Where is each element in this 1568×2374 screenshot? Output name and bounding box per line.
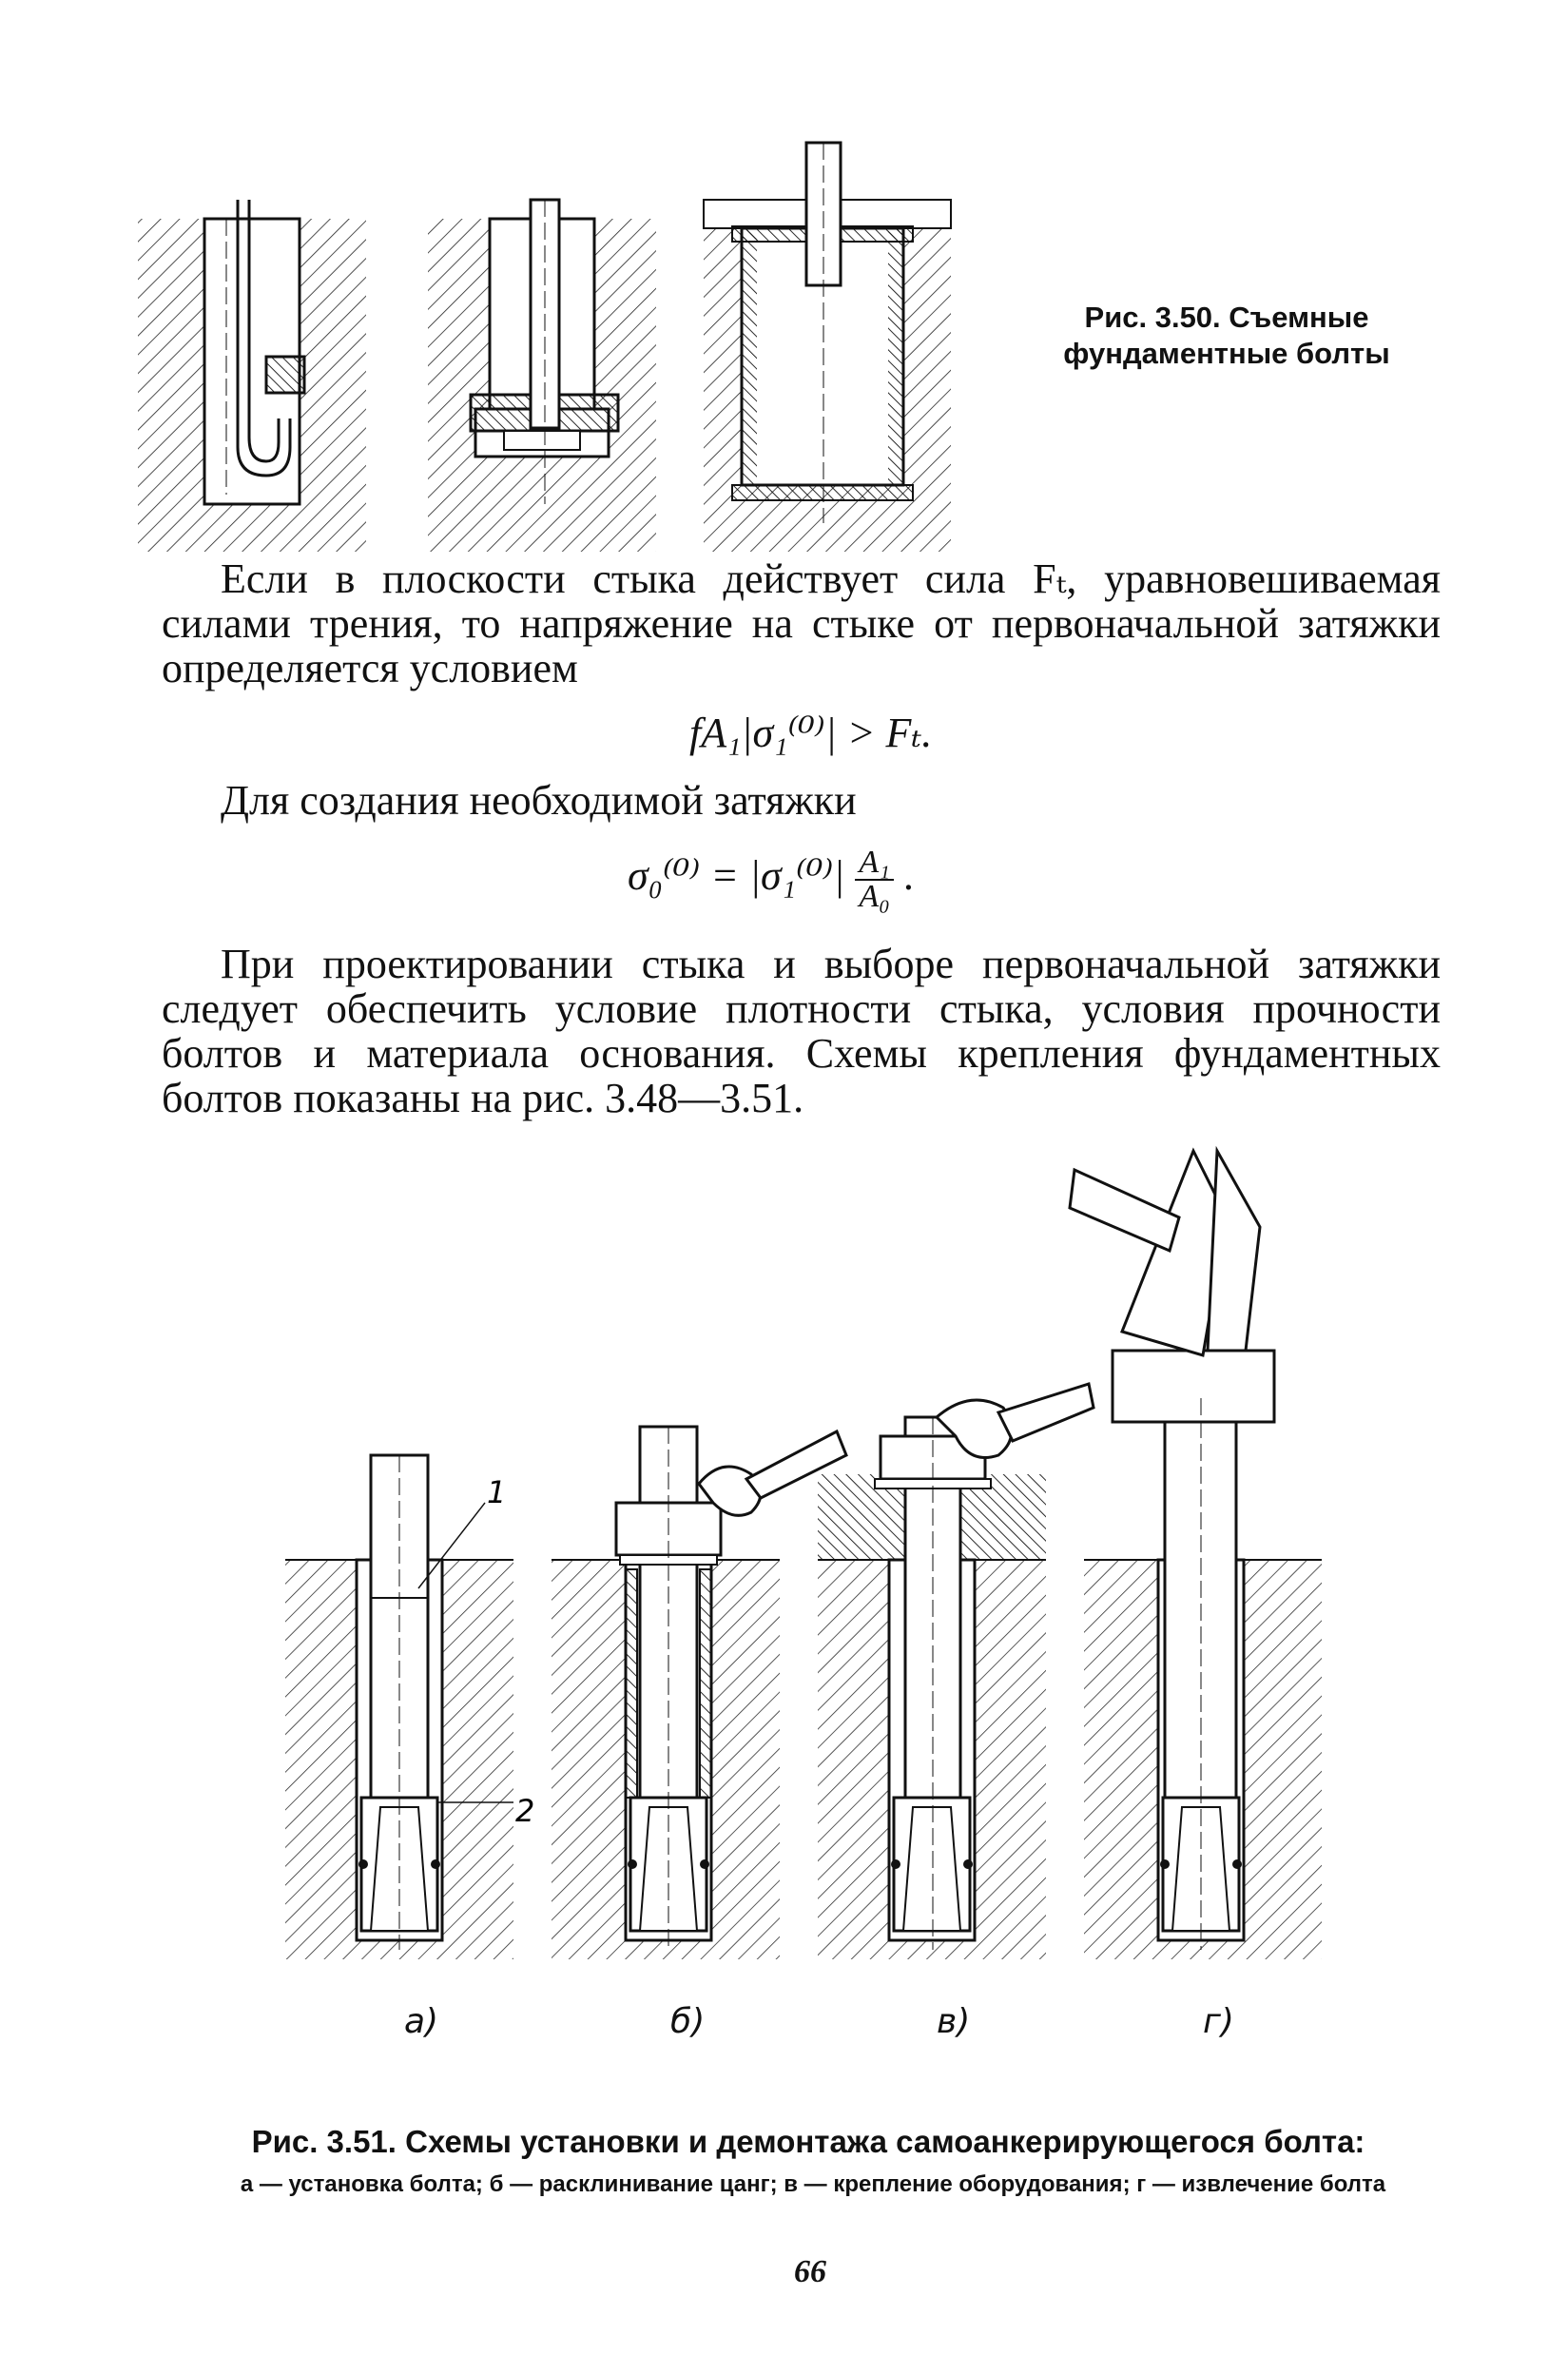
paragraph-tightening: Для создания необходимой затяжки	[221, 777, 857, 824]
scheme-a-installation	[285, 1455, 513, 1959]
scheme-d-extraction	[1070, 1151, 1322, 1959]
formula-fraction	[855, 846, 894, 913]
sleeve-bolt-drawing	[704, 143, 951, 552]
formula-denominator: A₀	[859, 879, 890, 914]
paragraph-friction: Если в плоскости стыка действует сила Fₜ, уравновешиваемая силами трения, то напряжение на стыке от первоначальной затяжки определяется условием	[162, 555, 1441, 691]
figure-3-50-drawing	[124, 124, 979, 552]
sublabel-d: г)	[1203, 2002, 1234, 2041]
formula-friction-condition: fA₁|σ₁⁽⁰⁾| > Fₜ.	[689, 710, 933, 756]
sublabel-c: в)	[937, 2002, 971, 2041]
formula-numerator: A₁	[855, 846, 894, 881]
formula-lhs: σ₀⁽⁰⁾ = |σ₁⁽⁰⁾|	[628, 852, 845, 900]
figure-3-50-caption: Рис. 3.50. Съемные фундаментные болты	[1063, 301, 1390, 370]
scheme-b-wedging	[552, 1427, 846, 1959]
paragraph-design: При проектировании стыка и выборе первоначальной затяжки следует обеспечить условие плотности стыка, условия прочности болтов и материала основания. Схемы крепления фундаментных болтов показаны на рис. 3.48—3.51.	[162, 941, 1441, 1121]
formula-initial-stress	[628, 846, 915, 913]
callout-2: 2	[515, 1793, 535, 1829]
j-bolt-drawing	[138, 200, 366, 552]
scheme-c-fastening	[818, 1384, 1094, 1959]
figure-3-51-caption: Рис. 3.51. Схемы установки и демонтажа самоанкерирующегося болта:	[251, 2124, 1365, 2159]
formula-end: .	[903, 852, 915, 900]
page-number: 66	[794, 2254, 826, 2289]
figure-3-51-legend: а — установка болта; б — расклинивание цанг; в — крепление оборудования; г — извлечение болта	[240, 2171, 1386, 2197]
figure-3-51-drawing	[266, 1113, 1350, 2092]
sublabel-a: а)	[404, 2002, 439, 2041]
sublabel-b: б)	[670, 2002, 706, 2041]
callout-1: 1	[487, 1474, 507, 1510]
t-bolt-drawing	[428, 200, 656, 552]
